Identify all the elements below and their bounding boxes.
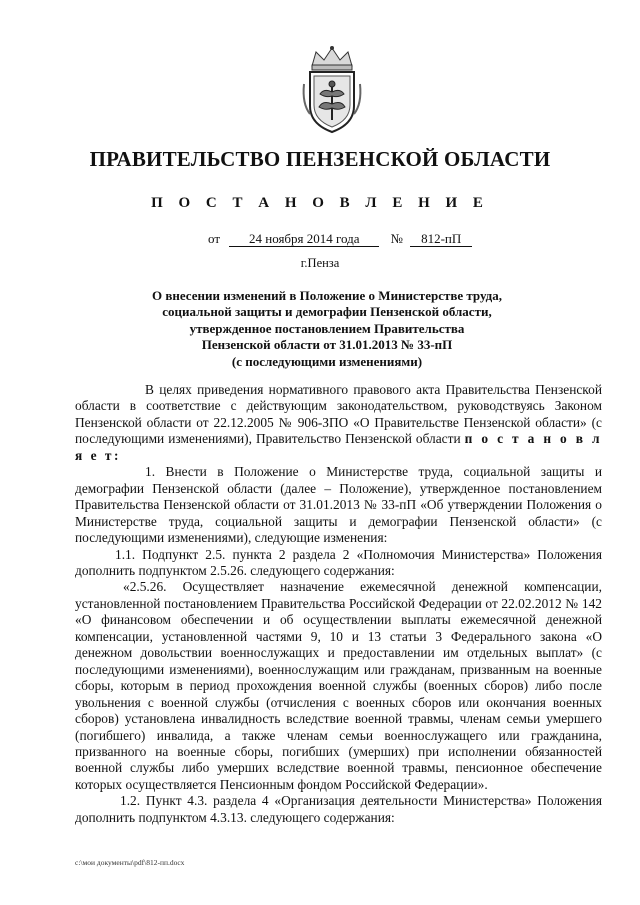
resolves-phrase: п о с т а н о в л я е т:	[75, 431, 602, 463]
item-1-paragraph: 1. Внести в Положение о Министерстве труда, социальной защиты и демографии Пензенской области (далее – Положение), утвержденное постановлением Правительства Пензенской области от 31.01.2013 № 33-пП «Об утверждении Положения о Министерстве труда, социальной защиты и демографии Пензенской области» (с последующими изменениями), следующие изменения:	[75, 464, 602, 546]
document-body	[75, 382, 602, 826]
document-date: 24 ноября 2014 года	[229, 232, 379, 247]
subject-line: О внесении изменений в Положение о Министерстве труда,	[151, 288, 503, 303]
date-prefix: от	[208, 231, 221, 246]
preamble-paragraph	[75, 382, 602, 464]
subject-line: Пензенской области от 31.01.2013 № 33-пП	[201, 337, 453, 353]
file-path-footer: с:\мои документы\pdf\812-пп.docx	[75, 858, 185, 867]
subject-line: утвержденное постановлением Правительства	[189, 320, 465, 336]
document-type: П О С Т А Н О В Л Е Н И Е	[151, 195, 489, 211]
item-1-2-paragraph: 1.2. Пункт 4.3. раздела 4 «Организация деятельности Министерства» Положения дополнить подпунктом 4.3.13. следующего содержания:	[75, 793, 602, 825]
preamble-text: В целях приведения нормативного правового акта Правительства Пензенской области в соответствие с действующим законодательством, руководствуясь Законом Пензенской области от 22.12.2005 № 906-ЗПО «О Правительстве Пензенской области» (с последующими изменениями), Правительство Пензенской области	[75, 382, 602, 447]
organization-title: ПРАВИТЕЛЬСТВО ПЕНЗЕНСКОЙ ОБЛАСТИ	[89, 147, 551, 171]
subject-line: (с последующими изменениями)	[231, 353, 423, 369]
subject-line: социальной защиты и демографии Пензенской области,	[162, 304, 492, 320]
city-name: г.Пенза	[300, 256, 340, 270]
document-subject	[60, 288, 594, 370]
coat-of-arms-icon	[298, 44, 366, 134]
number-prefix: №	[390, 231, 403, 246]
quoted-subparagraph-2-5-26: «2.5.26. Осуществляет назначение ежемесячной денежной компенсации, установленной постановлением Правительства Российской Федерации от 22.02.2012 № 142 «О финансовом обеспечении и об осуществлении выплаты ежемесячной денежной компенсации, установленной частями 9, 10 и 13 статьи 3 Федерального закона «О денежном довольствии военнослужащих и предоставлении им отдельных выплат» (с последующими изменениями), военнослужащим или гражданам, призванным на военные сборы, которым в период прохождения военной службы (военных сборов) либо после увольнения с военной службы (отчисления с военных сборов или окончания военных сборов) установлена инвалидность вследствие военной травмы, членам семьи умершего (погибшего) инвалида, а также членам семьи военнослужащего или гражданина, призванного на военные сборы, погибших (умерших) при исполнении обязанностей военной службы либо умерших вследствие военной травмы, пенсионное обеспечение которых осуществляется Пенсионным фондом Российской Федерации».	[75, 579, 602, 792]
date-number-line	[208, 231, 472, 247]
document-number: 812-пП	[410, 232, 472, 247]
item-1-1-paragraph: 1.1. Подпункт 2.5. пункта 2 раздела 2 «Полномочия Министерства» Положения дополнить подпунктом 2.5.26. следующего содержания:	[75, 546, 602, 578]
